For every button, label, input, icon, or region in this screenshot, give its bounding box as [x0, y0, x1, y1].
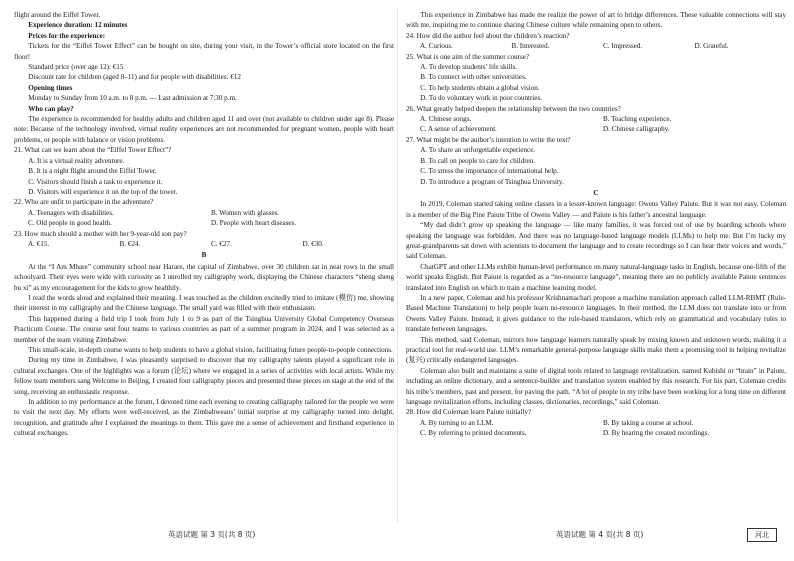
paragraph: In addition to my performance at the forum, I devoted time each evening to creating calligraphy tailored for the people we were to visit the next day. My efforts were well-received, as the Zimbabweans’ initial surprise at my calligraphy turned into delight, recognition, and gratitude after I explained the meanings to them. This gave me a sense of achievement and firsthand experience in cultural exchanges.	[14, 398, 394, 438]
region-stamp: 河北	[747, 528, 777, 542]
paragraph: Discount rate for children (aged 8–11) and for people with disabilities: €12	[28, 73, 241, 82]
option: D. To do voluntary work in poor countries.	[420, 94, 542, 103]
option: D. To introduce a program of Tsinghua University.	[420, 177, 564, 186]
option: A. €15.	[28, 239, 50, 248]
question-stem: 25. What is one aim of the summer course?	[406, 52, 529, 61]
option: A. Curious.	[420, 42, 453, 51]
section-heading-b: B	[201, 251, 207, 260]
option: B. To connect with other universities.	[420, 73, 527, 82]
option: B. Teaching experience.	[603, 115, 672, 124]
paragraph: This method, said Coleman, mirrors how language learners naturally speak by mixing known and unknown words, making it a practical tool for real-world use. LLM’s remarkable general-purpose language skills make them a promising tool in helping revitalize (复兴) critically endangered languages.	[406, 335, 786, 365]
section-subheading: Prices for the experience:	[28, 31, 106, 40]
option: A. It is a virtual reality adventure.	[28, 156, 125, 165]
passage-a-continued	[14, 10, 394, 145]
option: C. Visitors should finish a task to experience it.	[28, 177, 163, 186]
question-23	[14, 229, 394, 250]
section-subheading: Opening times	[28, 83, 73, 92]
option: C. By referring to printed documents.	[420, 429, 527, 438]
paragraph: I read the words aloud and explained their meaning. I was touched as the children excitedly tried to imitate (模仿) me, showing their interest in my calligraphy and the Chinese language. The small yard was filled with their enthusiasm.	[14, 293, 394, 313]
option: C. To stress the importance of international help.	[420, 167, 559, 176]
paragraph: The experience is recommended for healthy adults and children aged 11 and over (not available to children under age 8). Please note: Because of the technology involved, virtual reality experiences are not recommended for pregnant women, people with heart problems, or people with balance or vision problems.	[14, 115, 394, 144]
question-stem: 28. How did Coleman learn Paiute initially?	[406, 408, 532, 417]
passage-b-ending: This experience in Zimbabwe has made me realize the power of art to bridge differences. These valuable connections will stay with me, inspiring me to continue sharing Chinese culture while remaining open to others.	[406, 11, 786, 30]
paragraph: “My dad didn’t grow up speaking the language — like many families, it was forced out of use by boarding schools where speaking the language was forbidden. And there was no language-based language models (LLMs) to help me. But I’m lucky my great-grandparents sat down with scientists to document the language and to create recordings so I can hear their voices and words,” said Coleman.	[406, 221, 786, 261]
paragraph: Coleman also built and maintains a suite of digital tools related to language revitalization, named Kubishi or “brain” in Paiute, including an online dictionary, and a sentence-builder and translation system enabled by this research. For his part, Coleman credits his tribe’s members, past and present, for paving the path. “A lot of people in my tribe have been working for a long time on different language revitalization efforts, including classes, dictionaries, recordings,” said Coleman.	[406, 366, 786, 407]
option: D. €30.	[302, 239, 324, 248]
option: D. Visitors will experience it on the top of the tower.	[28, 187, 178, 196]
question-stem: 26. What greatly helped deepen the relationship between the two countries?	[406, 104, 621, 113]
paragraph: In a new paper, Coleman and his professor Krishnamachari propose a machine translation approach called LLM-RBMT (Rule-Based Machine Translation) to help people learn no-resource languages. In their method, the LLM does not translate into or from Owens Valley Paiute. Instead, it gives guidance to the rule-based translators, which rely on grammatical and vocabulary rules to translate between languages.	[406, 293, 786, 334]
question-stem: 27. What might be the author’s intention to write the text?	[406, 135, 571, 144]
paragraph: In 2019, Coleman started taking online classes in a lesser-known language: Owens Valley Paiute. But it was not easy. Coleman is a member of the Big Pine Paiute Tribe of Owens Valley — and Paiute is his father’s ancestral language.	[406, 200, 786, 219]
option: C. To help students obtain a global vision.	[420, 83, 540, 92]
question-22	[14, 197, 394, 228]
option: B. €24.	[119, 239, 141, 248]
option: C. Old people in good health.	[28, 219, 112, 228]
left-page	[14, 0, 394, 561]
option: C. €27.	[211, 239, 232, 248]
option: A. Teenagers with disabilities.	[28, 208, 114, 217]
paragraph: This small-scale, in-depth course wants to help students to have a global vision, facilitating future people-to-people connections.	[28, 346, 393, 354]
page-footer-right: 英语试题 第 4 页(共 8 页)	[556, 530, 644, 539]
question-stem: 23. How much should a mother with her 9-year-old son pay?	[14, 229, 187, 238]
option: A. To develop students’ life skills.	[420, 63, 517, 72]
paragraph: Monday to Sunday from 10 a.m. to 8 p.m. — Last admission at 7:30 p.m.	[28, 94, 237, 103]
question-21	[14, 145, 394, 197]
question-28	[406, 407, 786, 438]
question-25	[406, 52, 786, 104]
option: B. By taking a course at school.	[603, 418, 694, 427]
option: B. Women with glasses.	[211, 208, 280, 217]
paragraph: flight around the Eiffel Tower.	[14, 11, 101, 19]
question-stem: 22. Who are unfit to participate in the adventure?	[14, 198, 154, 207]
option: A. To share an unforgettable experience.	[420, 146, 536, 155]
option: D. By hearing the created recordings.	[603, 429, 710, 438]
passage-c	[406, 199, 786, 407]
option: C. A sense of achievement.	[420, 125, 497, 134]
question-stem: 24. How did the author feel about the children’s reaction?	[406, 31, 570, 40]
question-27	[406, 135, 786, 187]
option: D. People with heart diseases.	[211, 219, 297, 228]
paragraph: At the “I Am Mbare” community school near Harare, the capital of Zimbabwe, over 30 children sat in neat rows in the small schoolyard. Their eyes were wide with curiosity as I unrolled my calligraphy work, displaying the Chinese characters “sheng sheng bu xi” as my encouragement for the kids to grow healthily.	[14, 262, 394, 292]
paragraph: This happened during a field trip I took from July 1 to 9 as part of the Tsinghua University Global Competency Overseas Practicum Course. The course sent four teams to various countries as part of a summer program in 2024, and I was selected as a member of the team visiting Zimbabwe.	[14, 314, 394, 344]
option: A. Chinese songs.	[420, 115, 472, 124]
section-subheading: Who can play?	[28, 104, 74, 113]
paragraph: Standard price (over age 12): €15	[28, 63, 124, 72]
paragraph: Tickets for the “Eiffel Tower Effect” can be bought on site, during your visit, in the Tower’s official store located on the first floor!	[14, 42, 394, 61]
option: D. Grateful.	[694, 42, 729, 51]
column-divider	[397, 8, 398, 523]
option: C. Impressed.	[603, 42, 643, 51]
page-footer-left: 英语试题 第 3 页(共 8 页)	[168, 530, 256, 539]
option: D. Chinese calligraphy.	[603, 125, 670, 134]
section-heading-c: C	[593, 188, 599, 197]
passage-b	[14, 262, 394, 439]
right-page	[406, 0, 786, 561]
paragraph: ChatGPT and other LLMs exhibit human-level performance on many natural-language tasks in English, because one-fifth of the world speaks English. But Paiute is regarded as a “no-resource language”, meaning there are no publicly available Paiute sentences translated into English on which to train a machine learning model.	[406, 262, 786, 292]
option: B. To call on people to care for children.	[420, 156, 536, 165]
question-24	[406, 31, 786, 52]
option: B. Interested.	[511, 42, 550, 51]
section-subheading: Experience duration: 12 minutes	[28, 21, 128, 30]
option: B. It is a night flight around the Eiffel Tower.	[28, 167, 157, 176]
option: A. By turning to an LLM.	[420, 418, 494, 427]
paragraph: During my time in Zimbabwe, I was pleasantly surprised to discover that my calligraphy talents played a significant role in cultural exchanges. One of the highlights was a forum (论坛) where we engaged in a series of activities with local artists. While my fellow team members sang Welcome to Beijing, I created four calligraphy pieces and presented these pieces on stage at the end of the song, receiving an enthusiastic response.	[14, 356, 394, 396]
question-stem: 21. What can we learn about the “Eiffel Tower Effect”?	[14, 146, 172, 155]
question-26	[406, 104, 786, 135]
